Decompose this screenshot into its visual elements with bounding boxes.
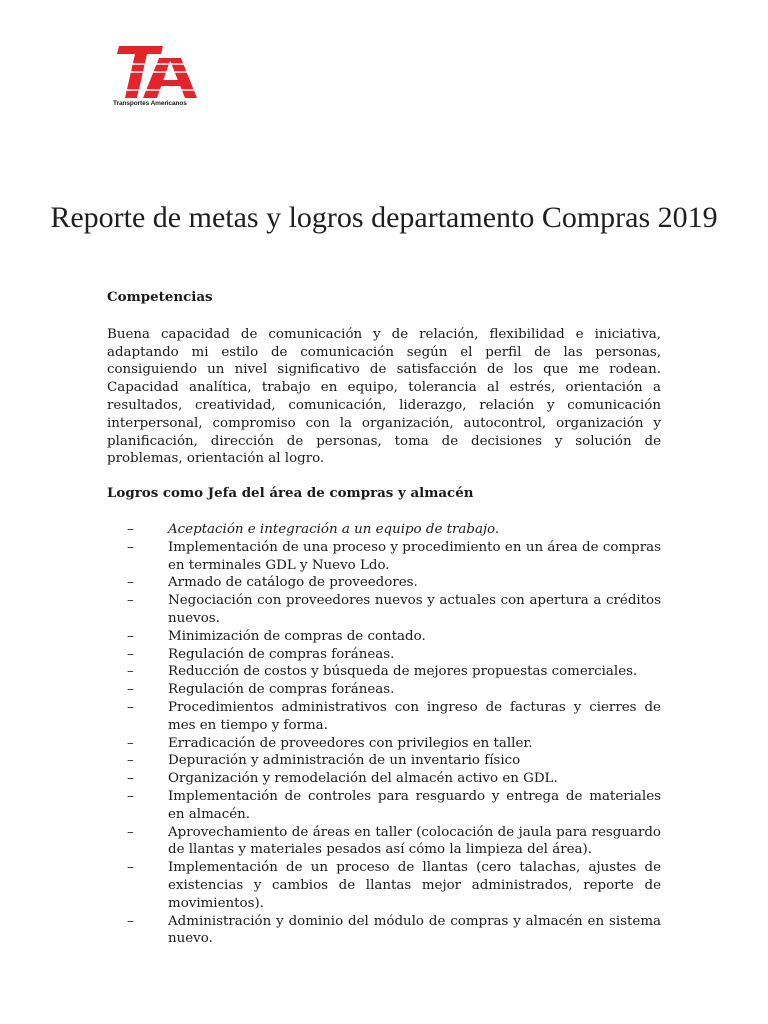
- list-item-text: Regulación de compras foráneas.: [168, 682, 395, 698]
- list-item: [107, 699, 661, 735]
- list-item: [107, 752, 661, 770]
- dash-bullet: –: [127, 735, 134, 751]
- list-item-text: Minimización de compras de contado.: [168, 628, 426, 644]
- list-item-text: Organización y remodelación del almacén activo en GDL.: [168, 771, 558, 787]
- list-item-text: Regulación de compras foráneas.: [168, 646, 395, 662]
- list-item-text: Erradicación de proveedores con privilegios en taller.: [168, 735, 533, 751]
- dash-bullet: –: [127, 699, 134, 715]
- list-item: [107, 913, 661, 949]
- competencies-heading: Competencias: [107, 289, 213, 305]
- list-item-text: Implementación de una proceso y procedimiento en un área de compras en terminales GDL y Nuevo Ldo.: [168, 539, 661, 573]
- logo-caption: Transportes Americanos: [113, 100, 187, 107]
- document-body: [107, 289, 661, 948]
- dash-bullet: –: [127, 771, 134, 787]
- list-item: [107, 663, 661, 681]
- list-item-text: Armado de catálogo de proveedores.: [168, 575, 418, 591]
- list-item: [107, 646, 661, 664]
- list-item-text: Procedimientos administrativos con ingreso de facturas y cierres de mes en tiempo y forma.: [168, 699, 661, 733]
- dash-bullet: –: [127, 575, 134, 591]
- list-item-text: Administración y dominio del módulo de compras y almacén en sistema nuevo.: [168, 913, 661, 947]
- competencies-paragraph: Buena capacidad de comunicación y de relación, flexibilidad e iniciativa, adaptando mi estilo de comunicación según el perfil de las personas, consiguiendo un nivel significativo de satisfacción de los que me rodean. Capacidad analítica, trabajo en equipo, tolerancia al estrés, orientación a resultados, creatividad, comunicación, liderazgo, relación y comunicación interpersonal, compromiso con la organización, autocontrol, organización y planificación, dirección de personas, toma de decisiones y solución de problemas, orientación al logro.: [107, 326, 661, 467]
- achievements-heading: Logros como Jefa del área de compras y almacén: [107, 485, 474, 502]
- dash-bullet: –: [127, 913, 134, 929]
- list-item: [107, 681, 661, 699]
- list-item: [107, 770, 661, 788]
- list-item: [107, 521, 661, 539]
- dash-bullet: –: [127, 646, 134, 662]
- list-item: [107, 735, 661, 753]
- list-item-text: Implementación de controles para resguardo y entrega de materiales en almacén.: [168, 788, 661, 822]
- list-item-text: Depuración y administración de un inventario físico: [168, 753, 521, 769]
- dash-bullet: –: [127, 788, 134, 804]
- dash-bullet: –: [127, 539, 134, 555]
- list-item-text: Aceptación e integración a un equipo de trabajo.: [168, 521, 500, 537]
- list-item: [107, 859, 661, 912]
- list-item-text: Implementación de un proceso de llantas (cero talachas, ajustes de existencias y cambios de llantas mejor administrados, reporte de movimientos).: [168, 860, 661, 911]
- achievements-list: [107, 521, 661, 948]
- list-item-text: Reducción de costos y búsqueda de mejores propuestas comerciales.: [168, 664, 638, 680]
- dash-bullet: –: [127, 628, 134, 644]
- dash-bullet: –: [127, 753, 134, 769]
- dash-bullet: –: [127, 593, 134, 609]
- dash-bullet: –: [127, 682, 134, 698]
- list-item: [107, 574, 661, 592]
- list-item: [107, 824, 661, 860]
- list-item: [107, 592, 661, 628]
- page-title: Reporte de metas y logros departamento Compras 2019: [50, 201, 718, 234]
- list-item: [107, 628, 661, 646]
- list-item-text: Aprovechamiento de áreas en taller (colocación de jaula para resguardo de llantas y materiales pesados así cómo la limpieza del área).: [168, 824, 661, 858]
- company-logo: [113, 44, 201, 110]
- dash-bullet: –: [127, 664, 134, 680]
- list-item: [107, 788, 661, 824]
- dash-bullet: –: [127, 521, 134, 537]
- ta-logo-icon: [113, 44, 201, 100]
- list-item: [107, 539, 661, 575]
- dash-bullet: –: [127, 860, 134, 876]
- dash-bullet: –: [127, 824, 134, 840]
- list-item-text: Negociación con proveedores nuevos y actuales con apertura a créditos nuevos.: [168, 593, 661, 626]
